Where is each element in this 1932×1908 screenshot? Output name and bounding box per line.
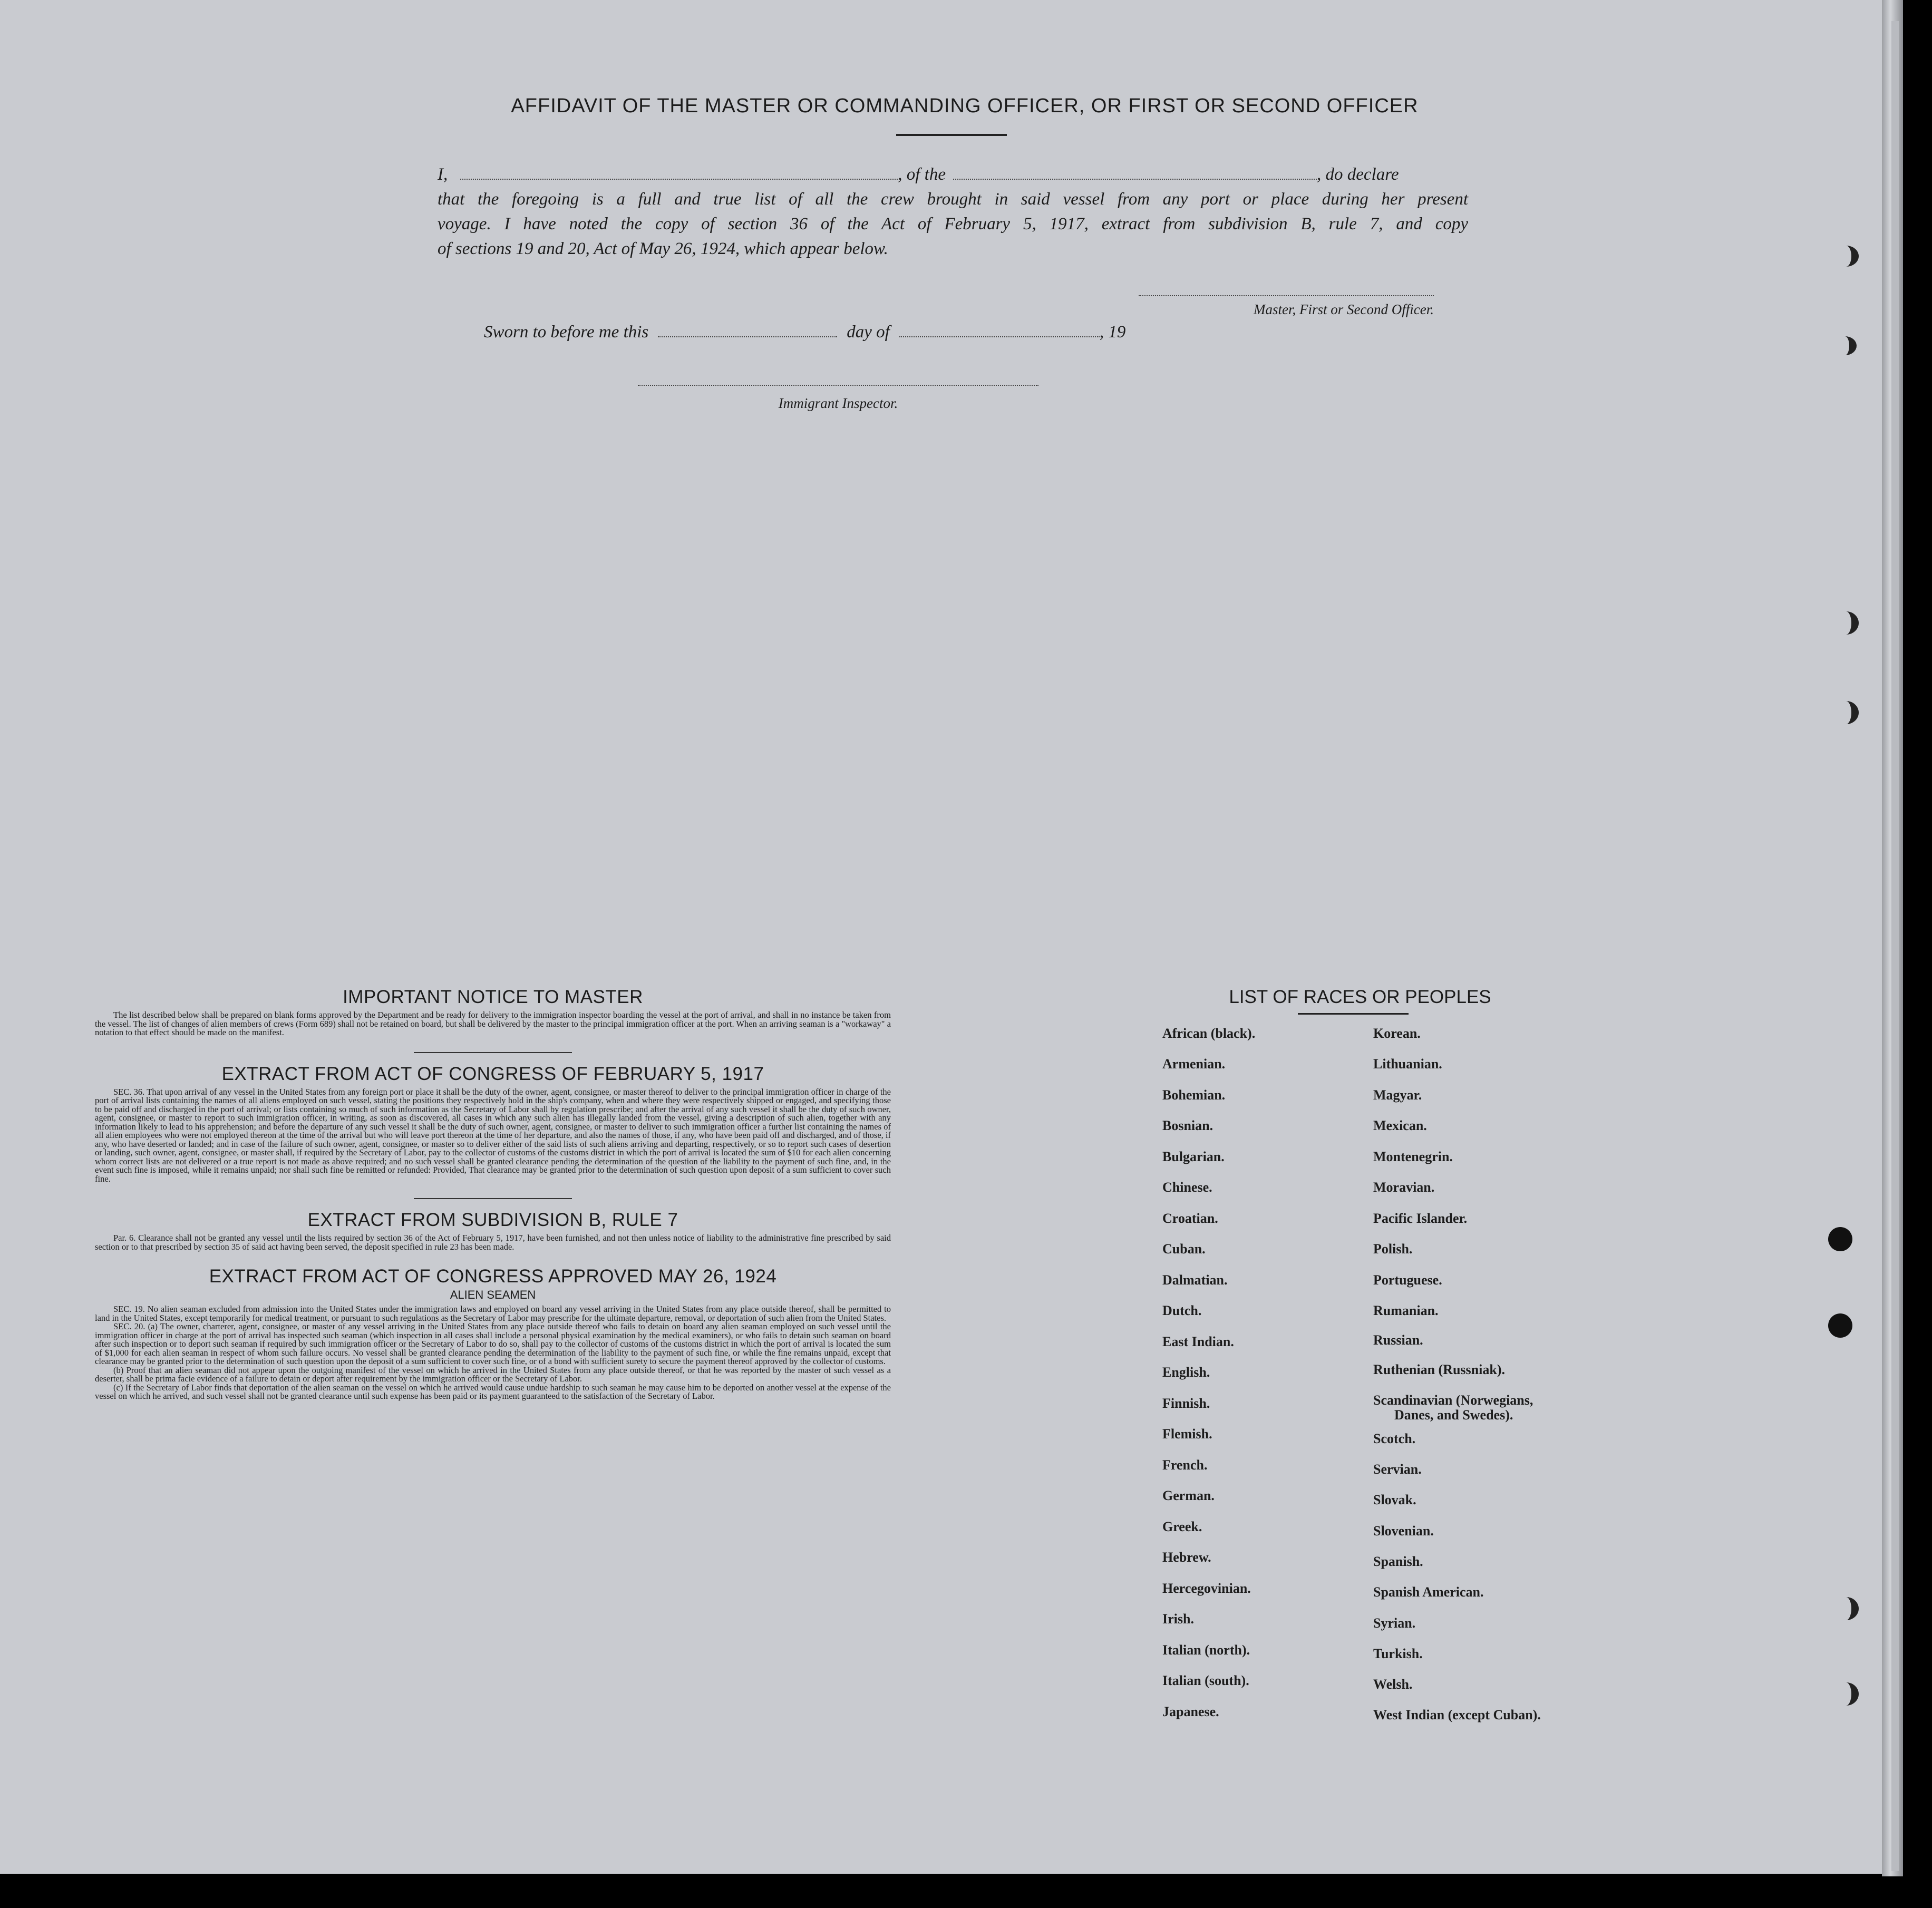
- race-item: German.: [1162, 1488, 1215, 1503]
- race-item: Bulgarian.: [1162, 1149, 1225, 1164]
- race-item: Cuban.: [1162, 1241, 1206, 1257]
- race-item: Bosnian.: [1162, 1118, 1213, 1133]
- bleed-through: [380, 95, 396, 127]
- extract-1917-title: EXTRACT FROM ACT OF CONGRESS OF FEBRUARY 5, 1917: [221, 1063, 764, 1084]
- notice-title: IMPORTANT NOTICE TO MASTER: [343, 987, 643, 1007]
- race-item: Italian (north).: [1162, 1642, 1250, 1658]
- race-item: Slovenian.: [1373, 1523, 1434, 1539]
- race-item: Japanese.: [1162, 1704, 1219, 1719]
- sworn-month-field[interactable]: [899, 336, 1100, 337]
- extract-1917-body: [95, 1088, 891, 1184]
- vessel-name-field[interactable]: [953, 179, 1317, 180]
- year-label: , 19: [1099, 323, 1126, 342]
- affidavit-line-4: of sections 19 and 20, Act of May 26, 1924, which appear below.: [438, 239, 888, 258]
- extract-1924-body: [95, 1305, 891, 1401]
- race-item: Croatian.: [1162, 1211, 1218, 1226]
- punch-hole-icon: [1833, 1682, 1859, 1706]
- punch-hole-icon: [1828, 1227, 1852, 1251]
- race-item: Mexican.: [1373, 1118, 1427, 1133]
- race-item: Armenian.: [1162, 1056, 1226, 1072]
- race-item: Dutch.: [1162, 1303, 1202, 1318]
- race-item: African (black).: [1162, 1026, 1256, 1041]
- race-item: Turkish.: [1373, 1646, 1423, 1661]
- notice-body: [95, 1011, 891, 1037]
- race-item: Irish.: [1162, 1611, 1194, 1627]
- affidavit-body: [438, 162, 1468, 261]
- punch-hole-icon: [1833, 336, 1857, 355]
- officer-name-field[interactable]: [460, 179, 898, 180]
- race-item: Slovak.: [1373, 1492, 1416, 1507]
- races-title: LIST OF RACES OR PEOPLES: [1229, 987, 1491, 1007]
- race-item: Syrian.: [1373, 1615, 1416, 1631]
- title-underline: [896, 134, 1007, 136]
- inspector-signature-field[interactable]: [638, 385, 1038, 386]
- race-item: Portuguese.: [1373, 1272, 1442, 1288]
- extract-rule7-body: [95, 1234, 891, 1251]
- affidavit-line-1: [438, 162, 1468, 187]
- alien-seamen-subtitle: ALIEN SEAMEN: [450, 1288, 536, 1301]
- day-of-label: day of: [847, 323, 890, 342]
- race-item: Rumanian.: [1373, 1303, 1439, 1318]
- race-item: Korean.: [1373, 1026, 1421, 1041]
- races-title-underline: [1298, 1013, 1409, 1015]
- race-item: Welsh.: [1373, 1677, 1413, 1692]
- race-item: West Indian (except Cuban).: [1373, 1707, 1541, 1722]
- section-19-paragraph: SEC. 19. No alien seaman excluded from admission into the United States under the immigration laws and employed on board any vessel arriving in the United States from any place outside thereof, shall be permitted to land in the United States, except temporarily for medical treatment, or pursuant to such regulations as the Secretary of Labor may prescribe for the ultimate departure, removal, or deportation of such alien from the United States.: [95, 1304, 891, 1323]
- race-item: Ruthenian (Russniak).: [1373, 1362, 1505, 1377]
- master-signature-field[interactable]: [1139, 295, 1434, 296]
- notice-column: [95, 987, 891, 1401]
- race-item: Pacific Islander.: [1373, 1211, 1468, 1226]
- race-item: French.: [1162, 1457, 1208, 1473]
- affidavit-i: I,: [438, 165, 448, 184]
- punch-hole-icon: [1833, 611, 1859, 635]
- race-item: Finnish.: [1162, 1396, 1210, 1411]
- race-item: Moravian.: [1373, 1180, 1435, 1195]
- sworn-day-field[interactable]: [658, 336, 837, 337]
- sworn-line: [484, 323, 1125, 342]
- race-item: Spanish.: [1373, 1554, 1423, 1569]
- race-item: Lithuanian.: [1373, 1056, 1442, 1072]
- race-item: Chinese.: [1162, 1180, 1212, 1195]
- page-edge-inner: [1891, 21, 1899, 1871]
- race-item: Servian.: [1373, 1462, 1422, 1477]
- master-signature-label: Master, First or Second Officer.: [1254, 301, 1434, 317]
- race-item: Flemish.: [1162, 1426, 1212, 1442]
- race-item: Magyar.: [1373, 1087, 1422, 1103]
- punch-hole-icon: [1833, 246, 1859, 267]
- race-item: Polish.: [1373, 1241, 1413, 1257]
- rule7-paragraph: Par. 6. Clearance shall not be granted any vessel until the lists required by section 36 of the Act of February 5, 1917, have been furnished, and not then unless notice of liability to the administrative fine prescribed by said section or to that prescribed by section 35 of said act having been served, the deposit specified in rule 23 has been made.: [95, 1233, 891, 1252]
- sworn-label: Sworn to before me this: [484, 323, 649, 342]
- notice-paragraph: The list described below shall be prepared on blank forms approved by the Department and be ready for delivery to the immigration inspector boarding the vessel at the port of arrival, and shall in no instance be taken from the vessel. The list of changes of alien members of crews (Form 689) shall not be retained on board, but shall be delivered by the master to the principal immigration officer at the port. When an arriving seaman is a "workaway" a notation to that effect should be made on the manifest.: [95, 1010, 891, 1037]
- punch-hole-icon: [1833, 701, 1859, 724]
- race-item: Montenegrin.: [1373, 1149, 1453, 1164]
- punch-hole-icon: [1833, 1597, 1859, 1620]
- race-item: Bohemian.: [1162, 1087, 1226, 1103]
- extract-rule7-title: EXTRACT FROM SUBDIVISION B, RULE 7: [307, 1210, 678, 1230]
- race-item: Greek.: [1162, 1519, 1202, 1534]
- affidavit-title: AFFIDAVIT OF THE MASTER OR COMMANDING OFFICER, OR FIRST OR SECOND OFFICER: [511, 95, 1419, 117]
- section-20c-paragraph: (c) If the Secretary of Labor finds that deportation of the alien seaman on the vessel on which he arrived would cause undue hardship to such seaman he may cause him to be deported on another vessel at the expense of the vessel on which he arrived, and such vessel shall not be granted clearance until such expense has been paid or its payment guaranteed to the satisfaction of the Secretary of Labor.: [95, 1382, 891, 1401]
- section-36-paragraph: SEC. 36. That upon arrival of any vessel in the United States from any foreign port or place it shall be the duty of the owner, agent, consignee, or master thereof to deliver to the principal immigration officer in charge of the port of arrival lists containing the names of all aliens employed on such vessel, stating the positions they respectively hold in the ship's company, when and where they were respectively shipped or engaged, and specifying those to be paid off and discharged in the port of arrival; or lists containing so much of such information as the Secretary of Labor shall by regulation prescribe; and after the arrival of any such vessel it shall be the duty of such owner, agent, consignee, or master to report to such immigration officer, in writing, as soon as discovered, all cases in which any such alien has illegally landed from the vessel, giving a description of such alien, together with any information likely to lead to his apprehension; and before the departure of any such vessel it shall be the duty of such owner, agent, consignee, or master to deliver to such immigration officer a further list containing the names of all alien employees who were not employed thereon at the time of the arrival but who will leave port thereon at the time of her departure, and also the names of those, if any, who have been paid off and discharged, and of those, if any, who have deserted or landed; and in case of the failure of such owner, agent, consignee, or master so to deliver either of the said lists of such aliens arriving and departing, respectively, or so to report such cases of desertion or landing, such owner, agent, consignee, or master shall, if required by the Secretary of Labor, pay to the collector of customs of the customs district in which the port of arrival is located the sum of $10 for each alien concerning whom correct lists are not delivered or a true report is not made as above required; and no such vessel shall be granted clearance pending the determination of the question of the liability to the payment of such fine, and, in the event such fine is imposed, while it remains unpaid; nor shall such fine be remitted or refunded: Provided, That clearance may be granted prior to the determination of such question upon deposit of a sum sufficient to cover such fine.: [95, 1086, 891, 1184]
- race-item: East Indian.: [1162, 1334, 1234, 1349]
- race-item: Scandinavian (Norwegians,: [1373, 1393, 1533, 1408]
- section-20b-paragraph: (b) Proof that an alien seaman did not appear upon the outgoing manifest of the vessel on which he arrived in the United States from any place outside thereof, or that he was reported by the master of such vessel as a deserter, shall be prima facie evidence of a failure to detain or deport after requirement by the immigration officer or the Secretary of Labor.: [95, 1365, 891, 1384]
- race-item: Russian.: [1373, 1332, 1423, 1348]
- affidavit-declare: , do declare: [1316, 165, 1399, 184]
- race-item: Italian (south).: [1162, 1673, 1249, 1688]
- race-item: Dalmatian.: [1162, 1272, 1228, 1288]
- race-item: English.: [1162, 1365, 1210, 1380]
- race-item: Scotch.: [1373, 1431, 1416, 1446]
- punch-hole-icon: [1828, 1313, 1852, 1338]
- affidavit-line-3: voyage. I have noted the copy of section 36 of the Act of February 5, 1917, extract from subdivision B, rule 7, and copy: [438, 215, 1468, 233]
- extract-1924-title: EXTRACT FROM ACT OF CONGRESS APPROVED MAY 26, 1924: [209, 1266, 777, 1287]
- race-item: Hebrew.: [1162, 1550, 1211, 1565]
- race-item: Danes, and Swedes).: [1394, 1407, 1513, 1423]
- affidavit-of-the: , of the: [898, 165, 946, 184]
- inspector-signature-label: Immigrant Inspector.: [778, 395, 898, 411]
- race-item: Spanish American.: [1373, 1584, 1484, 1600]
- section-20a-paragraph: SEC. 20. (a) The owner, charterer, agent, consignee, or master of any vessel arriving in the United States from any place outside thereof who fails to detain on board any alien seaman employed on such vessel until the immigration officer in charge at the port of arrival has inspected such seaman (which inspection in all cases shall include a personal physical examination by the medical examiners), or who fails to detain such seaman on board after such inspection or to deport such seaman if required by such immigration officer or the Secretary of Labor to do so, shall pay to the collector of customs of the customs district in which the port of arrival is located the sum of $1,000 for each alien seaman in respect of whom such failure occurs. No vessel shall be granted clearance pending the determination of the liability to the payment of such fine, or while the fine remains unpaid, except that clearance may be granted prior to the determination of such question upon the deposit of a sum sufficient to cover such fine, or of a bond with sufficient surety to secure the payment thereof approved by the collector of customs.: [95, 1321, 891, 1366]
- race-item: Hercegovinian.: [1162, 1581, 1251, 1596]
- affidavit-line-2: that the foregoing is a full and true list of all the crew brought in said vessel from any port or place during her present: [438, 190, 1468, 209]
